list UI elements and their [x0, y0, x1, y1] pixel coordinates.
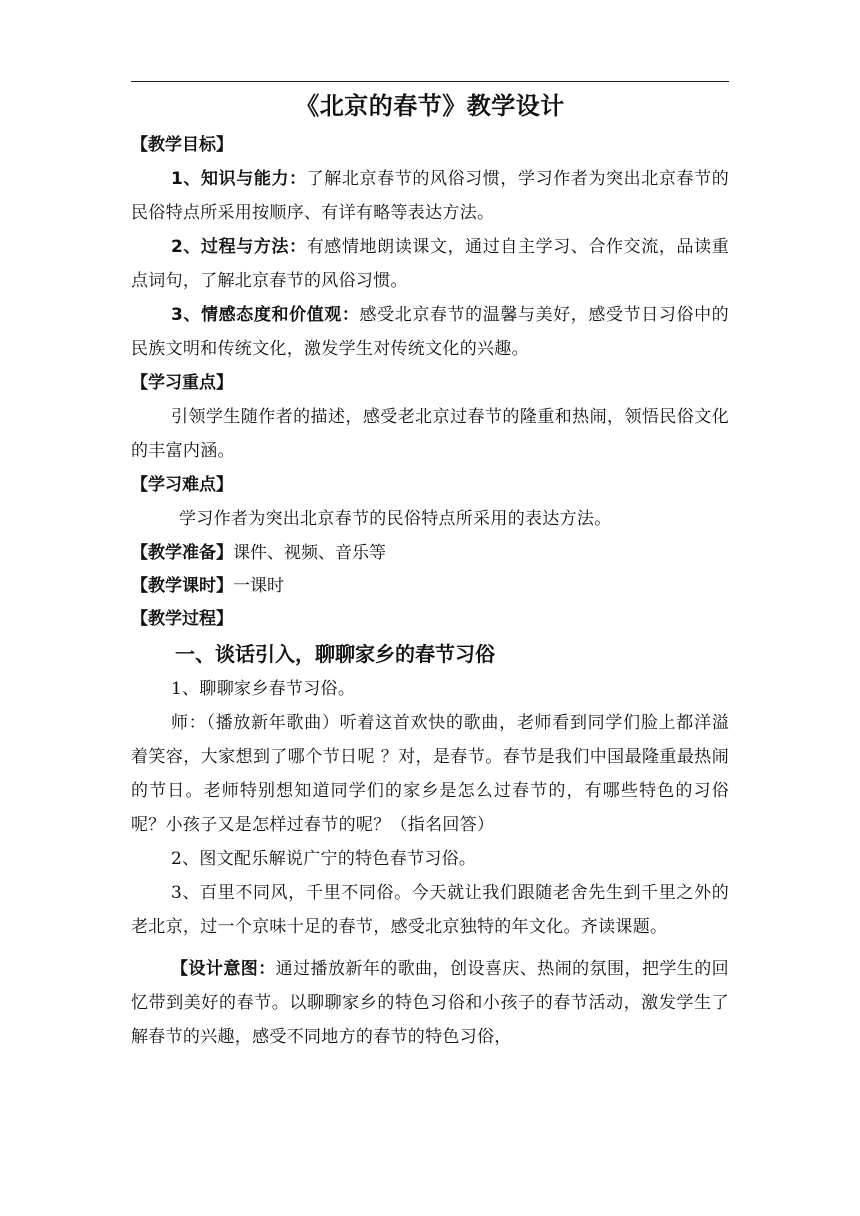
difficulty-heading: 【学习难点】 — [131, 475, 233, 495]
step-2: 2、图文配乐解说广宁的特色春节习俗。 — [171, 849, 477, 869]
class-hours-label: 【教学课时】 — [131, 576, 233, 596]
objective-2 — [131, 230, 729, 298]
objective-3-text: 感受北京春节的温馨与美好，感受节日习俗中的民族文明和传统文化，激发学生对传统文化的兴趣。 — [131, 305, 729, 359]
step-3: 3、百里不同风，千里不同俗。今天就让我们跟随老舍先生到千里之外的老北京，过一个京味十足的春节，感受北京独特的年文化。齐读课题。 — [131, 883, 729, 937]
objectives-heading: 【教学目标】 — [131, 135, 233, 155]
objective-2-text: 有感情地朗读课文，通过自主学习、合作交流，品读重点词句，了解北京春节的风俗习惯。 — [131, 237, 729, 291]
preparation-label: 【教学准备】 — [131, 543, 233, 563]
objective-3-label: 3、情感态度和价值观： — [171, 305, 360, 325]
objective-1 — [131, 162, 729, 230]
document-body — [131, 128, 729, 1054]
preparation-text: 课件、视频、音乐等 — [233, 543, 386, 563]
difficulty-text: 学习作者为突出北京春节的民俗特点所采用的表达方法。 — [179, 509, 612, 529]
document-title: 《北京的春节》教学设计 — [295, 92, 565, 120]
part-1-title: 一、谈话引入，聊聊家乡的春节习俗 — [175, 642, 495, 666]
objective-3 — [131, 298, 729, 366]
objective-2-label: 2、过程与方法： — [171, 237, 307, 257]
design-intent — [131, 952, 729, 1054]
step-1: 1、聊聊家乡春节习俗。 — [171, 679, 356, 699]
key-points-heading: 【学习重点】 — [131, 373, 233, 393]
class-hours-line — [131, 570, 729, 602]
objective-1-text: 了解北京春节的风俗习惯，学习作者为突出北京春节的民俗特点所采用按顺序、有详有略等表达方法。 — [131, 169, 729, 223]
process-heading: 【教学过程】 — [131, 609, 233, 629]
header-rule — [131, 81, 729, 82]
design-intent-label: 【设计意图： — [171, 959, 276, 979]
preparation-line — [131, 537, 729, 569]
class-hours-text: 一课时 — [233, 576, 284, 596]
key-points-text: 引领学生随作者的描述，感受老北京过春节的隆重和热闹，领悟民俗文化的丰富内涵。 — [131, 407, 729, 461]
teacher-dialogue: 师：（播放新年歌曲）听着这首欢快的歌曲，老师看到同学们脸上都洋溢着笑容，大家想到了哪个节日呢 ？对，是春节。春节是我们中国最隆重最热闹的节日。老师特别想知道同学们的家乡是怎么过春节的，有哪些特色的习俗呢？小孩子又是怎样过春节的呢？（指名回答） — [131, 713, 729, 835]
design-intent-text: 通过播放新年的歌曲，创设喜庆、热闹的氛围，把学生的回忆带到美好的春节。以聊聊家乡的特色习俗和小孩子的春节活动，激发学生了解春节的兴趣，感受不同地方的春节的特色习俗， — [131, 959, 729, 1047]
objective-1-label: 1、知识与能力： — [171, 169, 307, 189]
